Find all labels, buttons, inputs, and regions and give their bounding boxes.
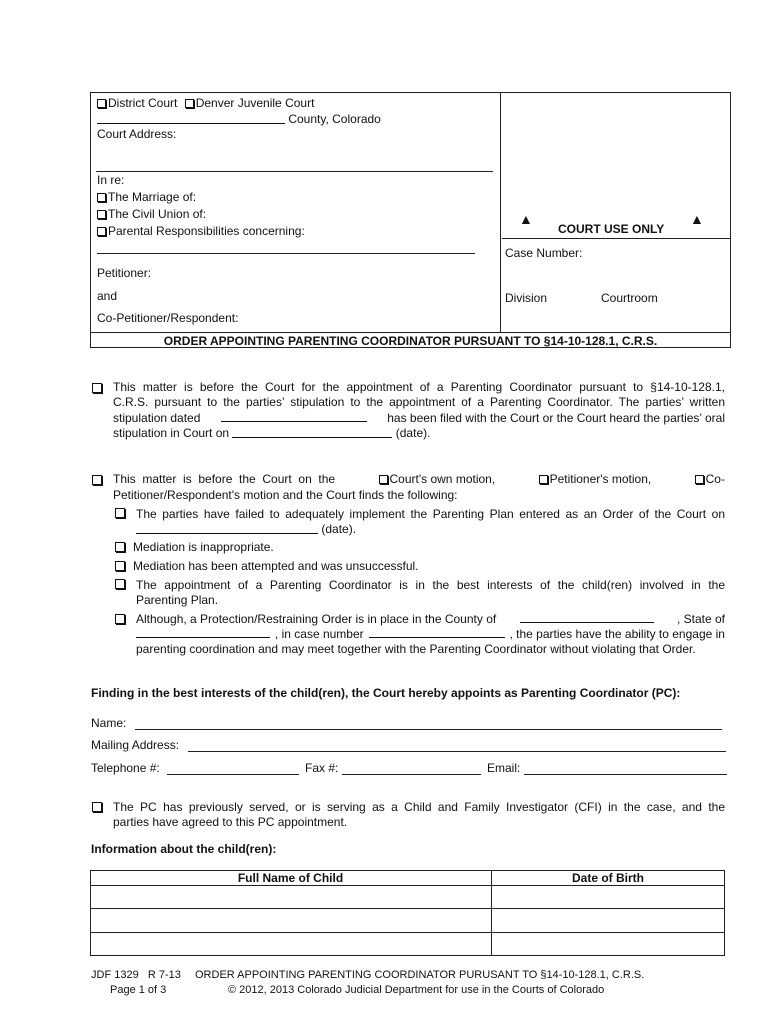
protection-case-field[interactable] [369,627,505,638]
petitioners-motion-checkbox[interactable] [539,475,548,484]
child-dob-header: Date of Birth [572,871,644,885]
caption-court-use-rule [502,238,730,239]
best-interest-line1: The appointment of a Parenting Coordinator is in the best interests of the child(ren) involved in the [136,578,725,592]
civil-union-line [97,207,206,223]
court-use-only-label: COURT USE ONLY [558,222,665,236]
protection-state-field[interactable] [136,627,270,638]
child-name-header: Full Name of Child [237,871,344,885]
stipulation-in-court-label: stipulation in Court on [113,426,230,440]
marriage-label: The Marriage of: [108,190,197,204]
pc-email-label: Email: [487,761,521,775]
protection-line2 [136,627,725,643]
section1-line3 [113,411,725,427]
mediation-attempted-checkbox[interactable] [115,561,125,571]
mediation-attempted-line [115,559,419,575]
pc-fax-field[interactable] [342,774,481,775]
appointment-heading: Finding in the best interests of the child(ren), the Court hereby appoints as Parenting Coordinator (PC): [91,686,681,700]
protection-case-label: , in case number [274,627,364,641]
cfi-checkbox[interactable] [92,802,102,812]
section2-line1 [113,472,725,488]
triangle-left-icon: ▲ [519,211,533,227]
parental-resp-checkbox[interactable] [97,227,106,236]
civil-union-label: The Civil Union of: [108,207,207,221]
section1-line2: C.R.S. pursuant to the parties’ stipulation to the appointment of a Parenting Coordinator. The parties’ written [113,395,725,409]
footer-page-number: Page 1 of 3 [110,984,167,996]
child-row-1-dob[interactable] [495,890,721,906]
mediation-inappropriate-label: Mediation is inappropriate. [133,540,274,554]
courts-motion-label: Court's own motion, [389,472,496,486]
co-petitioner-motion-checkbox[interactable] [695,475,704,484]
stipulation-filed-text: has been filed with the Court or the Court heard the parties’ oral [387,411,725,425]
protection-line3: parenting coordination and may meet together with the Parenting Coordinator without violating that Order. [136,642,696,656]
pc-fax-label: Fax #: [305,761,339,775]
stipulation-checkbox[interactable] [92,383,102,393]
motion-checkbox[interactable] [92,475,102,485]
child-row-3-name[interactable] [94,937,487,953]
stipulation-court-date-field[interactable] [232,427,392,438]
footer-form-title: ORDER APPOINTING PARENTING COORDINATOR PURUSANT TO §14-10-128.1, C.R.S. [195,969,645,981]
petitioner-label: Petitioner: [97,266,152,280]
co-petitioner-motion-label: Co- [705,472,725,486]
case-number-label: Case Number: [505,246,583,260]
failed-implement-line1: The parties have failed to adequately implement the Parenting Plan entered as an Order of the Court on [136,507,725,521]
court-selection-line [97,96,314,112]
child-row-3-dob[interactable] [495,937,721,953]
courtroom-label: Courtroom [601,291,658,305]
pc-name-label: Name: [91,716,127,730]
children-table-row-rule-1 [90,908,725,909]
court-address-label: Court Address: [97,127,177,141]
marriage-line [97,190,196,206]
failed-implement-line2 [136,522,356,538]
mediation-attempted-label: Mediation has been attempted and was unsuccessful. [133,559,419,573]
motion-intro-text: This matter is before the Court on the [113,472,336,486]
best-interest-line2: Parenting Plan. [136,593,219,607]
section2-line2: Petitioner/Respondent's motion and the Court finds the following: [113,488,458,502]
protection-checkbox-wrap [115,612,127,628]
parental-resp-line [97,224,305,240]
order-title: ORDER APPOINTING PARENTING COORDINATOR PURSUANT TO §14-10-128.1, C.R.S. [163,334,658,348]
cfi-checkbox-wrap [92,800,104,816]
protection-county-field[interactable] [520,612,654,623]
stipulation-date-field[interactable] [221,411,367,422]
stipulation-dated-label: stipulation dated [113,411,201,425]
protection-state-label: , State of [676,612,725,626]
caption-address-rule [96,171,493,172]
child-row-1-name[interactable] [94,890,487,906]
in-re-label: In re: [97,173,125,187]
district-court-checkbox[interactable] [97,99,106,108]
cfi-line2: parties have agreed to this PC appointment. [113,815,348,829]
county-line [97,112,381,128]
footer-form-id: JDF 1329 R 7-13 [91,969,181,981]
district-court-label: District Court [108,96,178,110]
co-petitioner-label: Co-Petitioner/Respondent: [97,311,239,325]
denver-juvenile-checkbox[interactable] [185,99,194,108]
caption-divider [500,92,501,332]
mediation-inappropriate-line [115,540,274,556]
failed-implement-checkbox[interactable] [115,508,125,518]
and-label: and [97,289,118,303]
child-row-2-dob[interactable] [495,913,721,929]
petitioners-motion-label: Petitioner's motion, [549,472,652,486]
county-field[interactable] [97,113,285,124]
pc-telephone-label: Telephone #: [91,761,160,775]
pc-address-field[interactable] [188,751,726,752]
cfi-line1: The PC has previously served, or is serving as a Child and Family Investigator (CFI) in the case, and the [113,800,725,814]
failed-implement-date-suffix: (date). [321,522,357,536]
best-interest-checkbox-wrap [115,577,127,593]
failed-implement-date-field[interactable] [136,523,318,534]
party-names-field[interactable] [97,253,475,254]
protection-order-checkbox[interactable] [115,614,125,624]
parental-resp-label: Parental Responsibilities concerning: [108,224,305,238]
child-row-2-name[interactable] [94,913,487,929]
pc-name-field[interactable] [135,729,722,730]
section1-line4 [113,426,430,442]
caption-title-rule [90,332,731,333]
denver-juvenile-label: Denver Juvenile Court [195,96,315,110]
marriage-checkbox[interactable] [97,193,106,202]
children-table-row-rule-2 [90,932,725,933]
triangle-right-icon: ▲ [690,211,704,227]
county-label: County, Colorado [288,112,381,126]
motion-checkbox-wrap [92,473,104,489]
best-interest-checkbox[interactable] [115,579,125,589]
protection-line1 [136,612,725,628]
section1-line1: This matter is before the Court for the appointment of a Parenting Coordinator pursuant to §14-10-128.1, [113,380,725,394]
protection-county-label: Although, a Protection/Restraining Order is in place in the County of [136,612,497,626]
courts-motion-checkbox[interactable] [379,475,388,484]
mediation-inappropriate-checkbox[interactable] [115,542,125,552]
footer-copyright: © 2012, 2013 Colorado Judicial Department for use in the Courts of Colorado [228,984,605,996]
pc-telephone-field[interactable] [167,774,299,775]
failed-checkbox-wrap [115,506,127,522]
stipulation-checkbox-wrap [92,381,104,397]
civil-union-checkbox[interactable] [97,210,106,219]
stipulation-date-suffix: (date). [395,426,431,440]
pc-address-label: Mailing Address: [91,738,180,752]
division-label: Division [505,291,548,305]
pc-email-field[interactable] [524,774,727,775]
protection-ability-text: , the parties have the ability to engage in [509,627,725,641]
children-heading: Information about the child(ren): [91,842,277,856]
